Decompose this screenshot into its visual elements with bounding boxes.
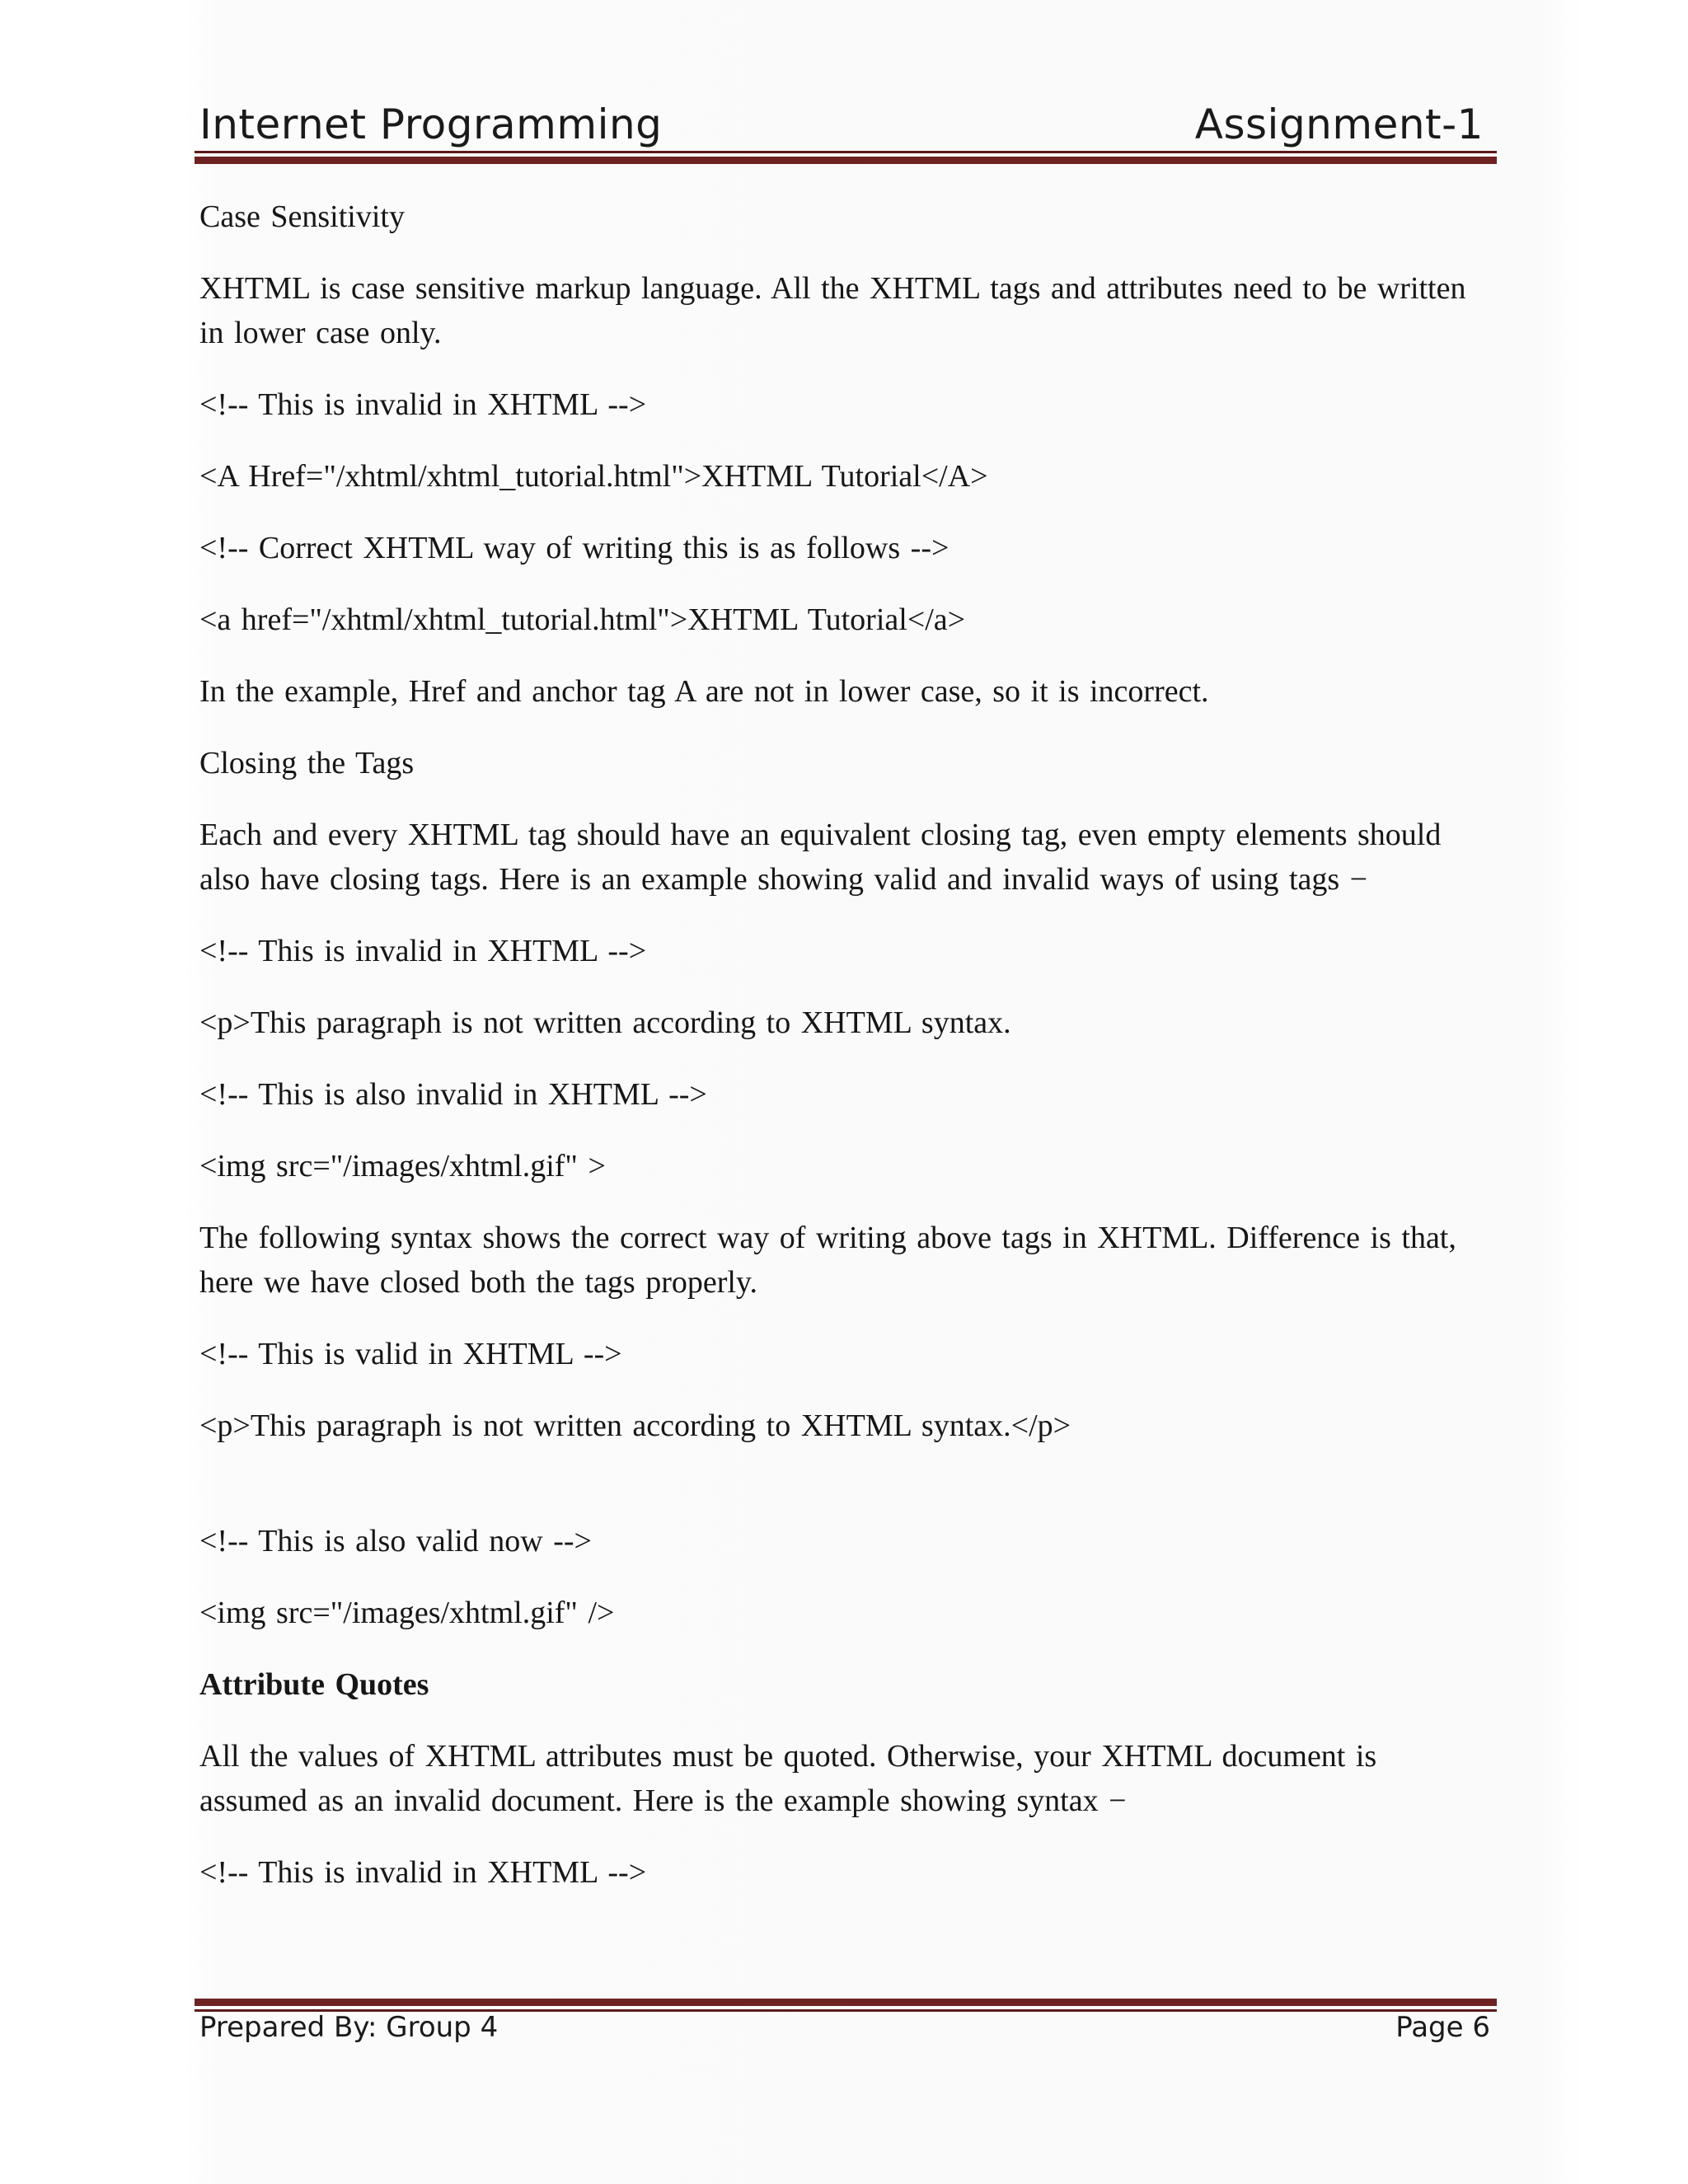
code-line: <a href="/xhtml/xhtml_tutorial.html">XHTML Tutorial</a> — [199, 602, 966, 637]
paragraph: The following syntax shows the correct way of writing above tags in XHTML. Difference is that, here we have closed both the tags properly. — [199, 1221, 1467, 1300]
page-footer — [199, 2011, 1490, 2044]
code-line: <p>This paragraph is not written according to XHTML syntax.</p> — [199, 1408, 1071, 1443]
code-line: <img src="/images/xhtml.gif" > — [199, 1149, 606, 1183]
footer-prepared-by: Prepared By: Group 4 — [199, 2011, 499, 2044]
footer-rule — [195, 1999, 1497, 2012]
section-heading: Closing the Tags — [199, 746, 415, 780]
paragraph: XHTML is case sensitive markup language. All the XHTML tags and attributes need to be written in lower case only. — [199, 271, 1476, 350]
document-body — [199, 194, 1493, 1922]
header-rule — [195, 151, 1497, 164]
section-heading: Case Sensitivity — [199, 199, 405, 234]
paragraph: Each and every XHTML tag should have an equivalent closing tag, even empty elements should also have closing tags. Here is an example showing valid and invalid ways of using tags − — [199, 818, 1451, 897]
code-line: <!-- This is valid in XHTML --> — [199, 1337, 622, 1371]
code-line: <img src="/images/xhtml.gif" /> — [199, 1596, 615, 1630]
code-line: <A Href="/xhtml/xhtml_tutorial.html">XHTML Tutorial</A> — [199, 459, 988, 494]
paragraph: In the example, Href and anchor tag A are not in lower case, so it is incorrect. — [199, 674, 1209, 709]
code-line: <!-- This is also valid now --> — [199, 1524, 592, 1558]
header-right-title: Assignment-1 — [1194, 101, 1484, 148]
code-line: <p>This paragraph is not written according to XHTML syntax. — [199, 1005, 1011, 1040]
page-header — [199, 101, 1484, 148]
section-heading-bold: Attribute Quotes — [199, 1667, 429, 1702]
blank-line — [199, 1475, 1493, 1519]
code-line: <!-- This is invalid in XHTML --> — [199, 387, 647, 422]
page-number: Page 6 — [1395, 2011, 1490, 2044]
code-line: <!-- Correct XHTML way of writing this is as follows --> — [199, 531, 950, 565]
paragraph: All the values of XHTML attributes must be quoted. Otherwise, your XHTML document is assumed as an invalid document. Here is the example showing syntax − — [199, 1739, 1387, 1818]
code-line: <!-- This is invalid in XHTML --> — [199, 1855, 647, 1890]
header-left-title: Internet Programming — [199, 101, 663, 148]
code-line: <!-- This is also invalid in XHTML --> — [199, 1077, 707, 1112]
code-line: <!-- This is invalid in XHTML --> — [199, 934, 647, 968]
